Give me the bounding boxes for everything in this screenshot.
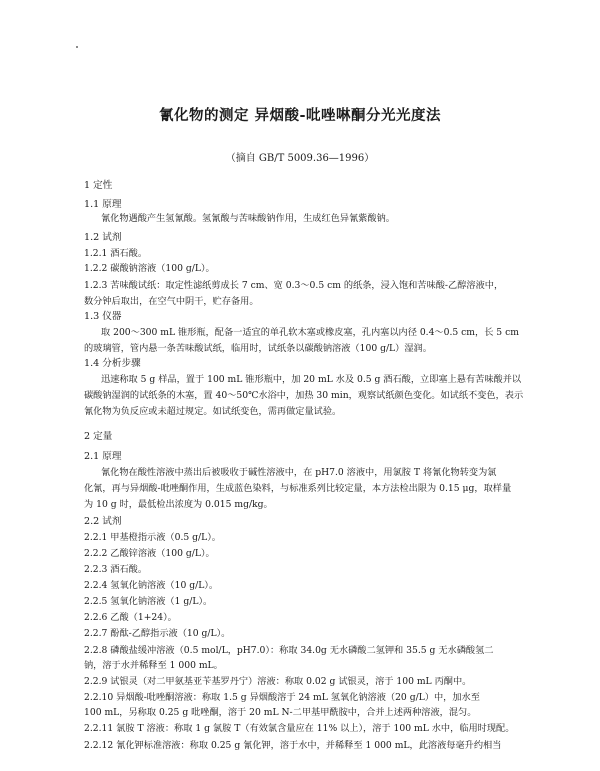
scan-speck xyxy=(76,46,78,48)
subsection-heading: 1.3 仪器 xyxy=(84,311,122,322)
list-item: 2.2.4 氢氧化钠溶液（10 g/L）。 xyxy=(84,580,219,591)
list-item: 2.2.5 氢氧化钠溶液（1 g/L）。 xyxy=(84,596,213,607)
subsection-heading: 1.4 分析步骤 xyxy=(84,358,141,369)
list-item: 2.2.8 磷酸盐缓冲溶液（0.5 mol/L，pH7.0）：称取 34.0g 无水磷酸二氢钾和 35.5 g 无水磷酸氢二 xyxy=(84,645,494,656)
list-item: 2.2.7 酚酞-乙醇指示液（10 g/L）。 xyxy=(84,628,231,639)
paragraph-line: 钠，溶于水并稀释至 1 000 mL。 xyxy=(84,660,223,671)
list-item: 2.2.10 异烟酸-吡唑酮溶液：称取 1.5 g 异烟酸溶于 24 mL 氢氧化钠溶液（20 g/L）中，加水至 xyxy=(84,692,480,703)
paragraph-line: 氰化物在酸性溶液中蒸出后被吸收于碱性溶液中，在 pH7.0 溶液中，用氯胺 T 将氰化物转变为氯 xyxy=(101,467,497,478)
list-item: 2.2.9 试银灵（对二甲氨基亚苄基罗丹宁）溶液：称取 0.02 g 试银灵，溶于 100 mL 丙酮中。 xyxy=(84,676,472,687)
list-item: 1.2.3 苦味酸试纸：取定性滤纸剪成长 7 cm、宽 0.3～0.5 cm 的纸条，浸入饱和苦味酸-乙醇溶液中， xyxy=(84,280,504,291)
subsection-heading: 2.1 原理 xyxy=(84,451,122,462)
paragraph-line: 氰化物为负反应或未超过规定。如试纸变色，需再做定量试验。 xyxy=(84,406,342,417)
list-item: 1.2.2 碳酸钠溶液（100 g/L）。 xyxy=(84,263,215,274)
list-item: 2.2.3 酒石酸。 xyxy=(84,564,148,575)
section-heading: 2 定量 xyxy=(84,431,113,442)
paragraph-line: 的玻璃管，管内悬一条苦味酸试纸，临用时，试纸条以碳酸钠溶液（100 g/L）湿润。 xyxy=(84,343,432,354)
list-item: 2.2.2 乙酸锌溶液（100 g/L）。 xyxy=(84,548,215,559)
subsection-heading: 1.2 试剂 xyxy=(84,232,122,243)
paragraph-line: 为 10 g 时，最低检出浓度为 0.015 mg/kg。 xyxy=(84,499,273,510)
subsection-heading: 2.2 试剂 xyxy=(84,516,122,527)
document-subtitle: （摘自 GB/T 5009.36—1996） xyxy=(225,153,375,164)
list-item: 2.2.1 甲基橙指示液（0.5 g/L）。 xyxy=(84,532,221,543)
paragraph-line: 化氰，再与异烟酸-吡唑酮作用，生成蓝色染料，与标准系列比较定量，本方法检出限为 0.15 μg，取样量 xyxy=(84,483,512,494)
list-item: 1.2.1 酒石酸。 xyxy=(84,248,148,259)
subsection-heading: 1.1 原理 xyxy=(84,199,122,210)
list-item: 2.2.12 氰化钾标准溶液：称取 0.25 g 氰化钾，溶于水中，并稀释至 1 000 mL，此溶液每毫升约相当 xyxy=(84,740,502,751)
paragraph-line: 氰化物遇酸产生氢氰酸。氢氰酸与苦味酸钠作用，生成红色异氰紫酸钠。 xyxy=(101,213,395,224)
section-heading: 1 定性 xyxy=(84,180,113,191)
document-title: 氰化物的测定 异烟酸-吡唑啉酮分光光度法 xyxy=(158,107,442,124)
paragraph-line: 碳酸钠湿润的试纸条的木塞，置 40～50℃水浴中，加热 30 min，观察试纸颜色变化。如试纸不变色，表示 xyxy=(84,390,524,401)
paragraph-line: 100 mL，另称取 0.25 g 吡唑酮，溶于 20 mL N-二甲基甲酰胺中，合并上述两种溶液，混匀。 xyxy=(84,707,477,718)
list-item: 2.2.6 乙酸（1+24）。 xyxy=(84,612,177,623)
list-item: 2.2.11 氯胺 T 溶液：称取 1 g 氯胺 T（有效氯含量应在 11% 以上），溶于 100 mL 水中，临用时现配。 xyxy=(84,723,515,734)
paragraph-line: 迅速称取 5 g 样品，置于 100 mL 锥形瓶中，加 20 mL 水及 0.5 g 酒石酸，立即塞上悬有苦味酸并以 xyxy=(101,374,522,385)
paragraph-line: 数分钟后取出，在空气中阴干，贮存备用。 xyxy=(84,296,259,307)
paragraph-line: 取 200～300 mL 锥形瓶，配备一适宜的单孔软木塞或橡皮塞，孔内塞以内径 0.4～0.5 cm，长 5 cm xyxy=(101,327,519,338)
